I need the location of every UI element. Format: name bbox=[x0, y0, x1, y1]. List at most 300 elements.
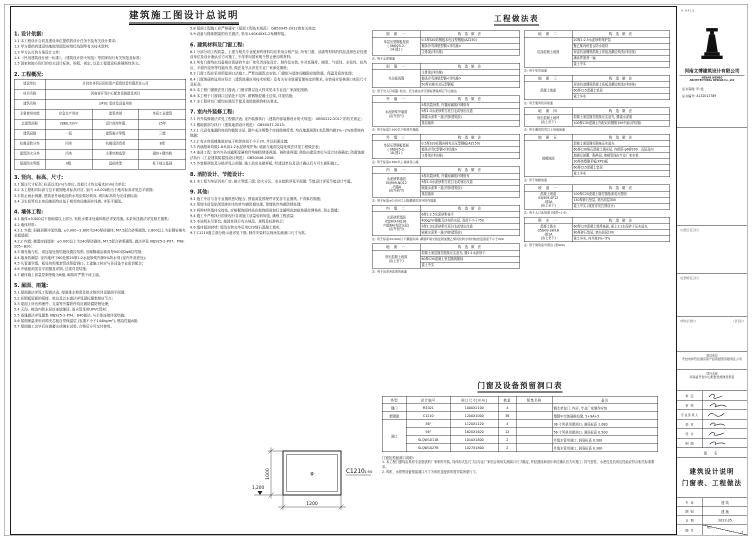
practice-note: 注: 用于通风机房地面 bbox=[524, 101, 553, 105]
practice-makeup-header: 构 造 做 法 bbox=[420, 244, 520, 251]
stamp-box-label: (修改记录栏) bbox=[680, 320, 697, 323]
practice-label-line: 细石混凝土地面 bbox=[385, 255, 408, 259]
practice-label bbox=[372, 37, 420, 55]
practice-row: 0.5厚S40彩钢板本色压型钢板(AZ150) bbox=[420, 37, 520, 43]
openings-atlas bbox=[516, 412, 552, 420]
title-block-blank-area bbox=[677, 128, 747, 226]
note-item: 5.9 设备与梯体钢架的有关做法, 采用 L40X40X1.2角钢焊接。 bbox=[190, 32, 288, 37]
table-row bbox=[382, 404, 658, 412]
practice-row: 檩条冷弯薄壁型钢<详结施> bbox=[420, 76, 520, 82]
signature-value bbox=[703, 391, 747, 400]
practice-label-line: 地暖地面 bbox=[541, 156, 555, 161]
practice-label-line: 混凝土坡道 bbox=[540, 192, 557, 196]
note-item: 9.3 两种材料墙体交接处, 应根据饰面材质在做饰面前加钉金属网或加贴玻璃丝网格布, 防止裂缝; bbox=[190, 208, 339, 213]
section-heading: 5. 屋面、雨篷: bbox=[14, 283, 49, 289]
practice-name: 地 面 四 bbox=[524, 108, 572, 115]
practice-label bbox=[524, 191, 572, 209]
note-item: 4.4 墙身防潮层: 室内地坪下60处做20厚1:2水泥砂浆内掺5%防水剂 (室内外高差处); bbox=[14, 255, 147, 260]
practice-row: 9厚1:3水泥砂浆打底扫毛或划出纹道 bbox=[420, 224, 520, 230]
practice-table bbox=[524, 134, 670, 177]
note-item: 4.5 凡管道穿墙、板处均预埋套管或预留洞口, 土建施工时应与各设备专业密切配合; bbox=[14, 261, 144, 266]
note-item: 5.1 屋面做法详见工程做法表, 屋面排水坡度及排水组织详见屋面平面图; bbox=[14, 290, 126, 295]
info-label: 图 别 bbox=[677, 507, 703, 516]
signature-role-label: 审 核 bbox=[677, 401, 703, 410]
practice-label-line: (由上至下) bbox=[540, 236, 556, 241]
note-item: 1.5 国家和地方现行的有关设计标准、规程、规定, 以及工程建设标准强制性条文。 bbox=[14, 61, 142, 66]
practice-label-line: 内墙6A(有防水层) bbox=[383, 223, 409, 228]
info-value: 建 筑 bbox=[721, 500, 729, 505]
practice-row: 现浇抗渗钢筋混凝土底板及翻边构造(详结施) bbox=[572, 49, 670, 55]
section-heading: 6. 建筑材料及门窗工程: bbox=[190, 42, 245, 48]
note-item: 7.3 内墙阳角均做1.8米高1:2水泥砂浆护角; 墙面与地面交接处做法详见工程做法表; bbox=[190, 145, 320, 150]
section-heading: 7. 室内外装修工程: bbox=[190, 109, 235, 116]
signature-row bbox=[677, 410, 747, 420]
overview-label: 抗震设防分类 bbox=[14, 139, 45, 149]
practice-label bbox=[372, 173, 420, 197]
note-item: 7.4 油漆工程: 室内外各项露明金属构件均刷防锈漆两道、调和漆两道; 颜色由建设单位与设计协商确定; 防腐蚀做法执行《工业建筑防腐蚀设计规范》 GB50046-2008; bbox=[190, 150, 365, 160]
note-item: 5.5 雨篷做法详见图集 06J925-2-P94、640做法, 与主体连接详见结施; bbox=[14, 313, 126, 318]
overview-value: 应急生产用房 bbox=[45, 109, 92, 119]
signature-value bbox=[703, 420, 747, 429]
practice-note: 注: 用于出入口雨篷; 收边、泛水做法详见国标图集相应节点做法 bbox=[372, 89, 457, 93]
practice-row: 9厚1:3水泥砂浆打底扫毛或划出纹道 bbox=[420, 179, 520, 185]
practice-row: 100厚C30混凝土内配双向钢筋150中距(详结施) bbox=[572, 120, 670, 126]
note-item: 9.7 C1210窗立面分格示意详见下图, 制作安装时以现场实测洞口尺寸为准。 bbox=[190, 231, 309, 236]
info-row bbox=[677, 507, 747, 516]
practice-row: 20厚1:2.5水泥砂浆保护层 bbox=[572, 37, 670, 43]
practice-label-line: 05J909-SP12 bbox=[538, 196, 559, 200]
openings-column-header: 图集名称 bbox=[516, 396, 552, 404]
level-mark bbox=[258, 491, 263, 495]
project-name: 河南省开发中心配套设施建设项目 bbox=[689, 375, 735, 379]
openings-qty: 4 bbox=[498, 404, 516, 412]
practice-row: 60厚C15混凝土垫层 bbox=[572, 165, 670, 171]
note-item: 6.2 所有门窗均由具备相应资质的专业厂家负责深化设计、制作及安装, 并对其强度、刚度、气密性、水密性、抗风压、平面内变形等性能负责, 做法及节点详见专业厂家深化图纸; bbox=[190, 60, 367, 70]
stamp-box-label: (注册师签章栏) bbox=[680, 277, 699, 280]
table-row bbox=[14, 159, 186, 169]
practice-label-line: (由上至下) bbox=[540, 204, 556, 208]
practice-label-line: 水泥砂浆墙面 bbox=[386, 215, 406, 220]
overview-label: 建筑名称 bbox=[14, 99, 45, 109]
practice-table bbox=[372, 96, 520, 127]
practice-label bbox=[524, 114, 572, 126]
cert-number-label: 证书编号: bbox=[682, 94, 696, 98]
practice-label bbox=[372, 102, 420, 126]
practice-row: 5厚抗裂砂浆, 内置耐碱玻纤网格布 bbox=[420, 102, 520, 108]
practice-makeup-header: 构 造 做 法 bbox=[420, 134, 520, 141]
openings-atlas bbox=[516, 420, 552, 428]
notes-column-2 bbox=[190, 26, 367, 236]
practice-row: 刷素水泥浆一道(内掺建筑胶) bbox=[420, 114, 520, 120]
overview-value: 丙类 bbox=[45, 149, 92, 159]
practice-row: 基层墙体 bbox=[420, 191, 520, 197]
stamp-box-1 bbox=[677, 226, 747, 274]
openings-code: SLQW1011B bbox=[406, 436, 450, 444]
note-item: 7.5 外装修颜色及分格详见立面图, 施工前应先做样板, 经建设单位及设计确认后方可大面积施工。 bbox=[190, 161, 342, 166]
note-item: 5.8 屋面工程施工应严格遵守《屋面工程技术规范》 GB50345-2012的有关规定; bbox=[190, 26, 317, 31]
practice-name: 坡 道 一 bbox=[524, 185, 572, 192]
openings-schedule bbox=[382, 380, 658, 475]
company-name: 河南文博建筑设计有限公司 bbox=[680, 67, 745, 76]
practice-row: 素土夯实 bbox=[420, 262, 520, 268]
practice-label-line: ( 06J925-2- bbox=[387, 147, 405, 152]
openings-atlas bbox=[516, 428, 552, 436]
practice-makeup-header: 构 造 做 法 bbox=[420, 167, 520, 174]
cert-number bbox=[677, 94, 747, 99]
practice-label-line: 18-图1 ) bbox=[389, 151, 403, 156]
note-item: 5.7 屋面施工完毕后应做蓄水或淋水试验, 合格后方可交付使用。 bbox=[14, 324, 114, 329]
practice-name: 地 面 一 bbox=[372, 244, 420, 251]
info-rows bbox=[677, 498, 747, 525]
company-name-en-line1: HENAN WENBO bbox=[701, 77, 723, 80]
note-item: 7.2.1 凡设有地漏的房间均做防水层, 图中未注明整个房间做坡度者, 均在地漏周围1米范围内做1%~2%坡度坡向地漏; bbox=[190, 128, 365, 138]
note-item: 6.1 分部分项工程质量、土建与相关专业配套的材料均应采用合格产品; 所有门窗、油漆等材料的样品及颜色应经建设单位及设计确认后方可施工, 不得采用国家明令禁止使用的材料; bbox=[190, 49, 367, 60]
note-item: 9.1 施工中应与各专业图纸密切配合, 预留洞及预埋件详见各专业图纸, 不得事后剔凿; bbox=[190, 196, 322, 201]
note-item: 6.5 本工程门窗做法见门窗表, 门窗详图以及大样详见本专业及厂家深化图纸; bbox=[190, 88, 309, 93]
practice-label-line: (由外至内) bbox=[388, 189, 404, 193]
section-heading: 2. 工程概况: bbox=[14, 71, 44, 78]
window-detail-drawing bbox=[250, 444, 375, 530]
openings-qty: 2 bbox=[498, 444, 516, 452]
practice-name: 地 面 二 bbox=[524, 31, 572, 38]
practice-table bbox=[372, 134, 520, 159]
overview-label: 抗震设防烈度 bbox=[92, 139, 139, 149]
overview-value: 8度 bbox=[139, 139, 186, 149]
openings-type: 洞口 bbox=[382, 420, 406, 452]
openings-column-header: 洞口尺寸[mm] bbox=[450, 396, 498, 404]
practice-row: 混凝土面层随打随抹压实赶光, 撒素水泥面 bbox=[572, 114, 670, 120]
stamp-box-3 bbox=[677, 317, 747, 352]
table-row bbox=[14, 119, 186, 129]
overview-value: 三级 bbox=[139, 129, 186, 139]
client-name: 开封市祥符区国有资产投资经营有限责任公司 bbox=[681, 357, 742, 361]
signature-role-label: 设 计 bbox=[677, 429, 703, 438]
company-logo-icon bbox=[698, 27, 727, 63]
openings-remark: 56 寸风机用窗洞口, 洞底标高 0.500 bbox=[552, 428, 658, 436]
signature-row bbox=[677, 429, 747, 439]
practice-table bbox=[372, 244, 520, 269]
overview-label: 设计使用年限 bbox=[92, 119, 139, 129]
openings-type: 塑钢窗 bbox=[382, 412, 406, 420]
client-block bbox=[677, 352, 747, 370]
cert-grade bbox=[677, 87, 747, 92]
signature-value bbox=[703, 401, 747, 410]
practice-table bbox=[372, 167, 520, 198]
note-item: 1.2 甲方提供的建设场地地形图及规划红线图等有关技术资料; bbox=[14, 44, 110, 49]
overview-value: 丙类 bbox=[45, 139, 92, 149]
practice-row: 现浇抗渗钢筋混凝土底板及翻边构造(详结施) bbox=[572, 82, 670, 88]
sheet-number-label: 图 号 bbox=[677, 525, 703, 535]
practice-label-line: -内墙A bbox=[391, 185, 402, 189]
practice-makeup-header: 构 造 做 法 bbox=[572, 31, 670, 38]
sheet-total: 7 bbox=[740, 530, 743, 535]
openings-note: 2. 风机、水管等设备预留洞口尺寸为风机及配套风管安装所需尺寸。 bbox=[382, 469, 479, 474]
practice-label-line: 05J909-NQ16- bbox=[385, 219, 408, 224]
info-label: 专 业 bbox=[677, 498, 703, 507]
practice-name: 外 墙 一 bbox=[372, 96, 420, 103]
openings-remark: 外墙水管用洞口, 洞底标高 0.300 bbox=[552, 444, 658, 452]
note-item: 7.1 内外装修做法详见工程做法表; 室内装修执行《建筑内部装修设计防火规范》 GB50222-2017 的有关规定; bbox=[190, 117, 362, 122]
sheet-number-row bbox=[677, 525, 747, 535]
signature-role-label: 审 定 bbox=[677, 391, 703, 400]
signature-row bbox=[677, 391, 747, 401]
note-item: 6.3 门窗工程应采用预留洞口法施工, 严禁边砌筑边安装, 门窗框与墙体间缝隙应做防腐、保温及密封处理; bbox=[190, 71, 353, 76]
practice-label-line: (由上至下) bbox=[388, 259, 404, 263]
practice-name: 外 墙 二 bbox=[372, 134, 420, 141]
openings-size: 1620X1620 bbox=[450, 428, 498, 436]
table-row bbox=[14, 109, 186, 119]
practice-label bbox=[524, 224, 572, 242]
practice-row: 刷素水泥浆一道(内掺建筑胶) bbox=[420, 230, 520, 236]
note-item: 4.6 外墙留洞见各平面图及详图, 过梁详见结施; bbox=[14, 267, 88, 272]
overview-value: 河南省开发中心配套设施建设项目 bbox=[45, 89, 186, 99]
note-item: 9.4 施工中严格执行国家现行各项施工质量验收规范, 确保工程质量; bbox=[190, 213, 295, 218]
openings-remark: 外墙水管用洞口, 洞底标高 0.300 bbox=[552, 436, 658, 444]
overview-label: 建筑层数 bbox=[14, 129, 45, 139]
company-name-en-line2: ARCHITECTURAL DESIGN Co.,Ltd bbox=[689, 79, 735, 82]
practice-note: 注: 用于标高±0.000以下潮湿房间; 潮湿环境交接处附加聚乙烯丙纶防水卷材粘结层高度不小于200 bbox=[372, 237, 504, 241]
cert-grade-label: 证书等级: bbox=[682, 87, 696, 91]
practice-row: 地暖反射膜、隔热层, 地暖管线由专业厂家安装 bbox=[572, 153, 670, 159]
note-item: 7.2.2 有水房间楼地面应低于相邻房间不小于20, 并以斜面过渡; bbox=[190, 139, 289, 144]
table-row bbox=[14, 129, 186, 139]
practice-row: 60厚C30混凝土垫层随捣随抹 bbox=[420, 256, 520, 262]
practice-note: 注: 用于标高±0.000以上除潮湿房间外的内墙面 bbox=[372, 199, 437, 203]
openings-table-title: 门窗及设备预留洞口表 bbox=[477, 380, 562, 393]
practice-note: 注: 用于全部屋面 bbox=[372, 57, 395, 61]
title-block-company-section bbox=[677, 6, 747, 128]
table-row bbox=[382, 428, 658, 436]
note-item: 6.7 本工程所有门窗均应满足节能及消防疏散的相关要求。 bbox=[190, 99, 281, 104]
practice-name: 雨 篷 一 bbox=[372, 63, 420, 70]
practice-row: 基层墙体 bbox=[420, 120, 520, 126]
openings-size: 1000X2100 bbox=[450, 404, 498, 412]
drawing-name-label: 图 名 bbox=[677, 448, 747, 458]
practice-makeup-header: 构 造 做 法 bbox=[572, 185, 670, 192]
overview-label: 建筑防火分类 bbox=[14, 149, 45, 159]
openings-notes bbox=[382, 455, 658, 475]
info-row bbox=[677, 516, 747, 525]
openings-remark: 36 寸风机用窗洞口, 洞底标高 1.080 bbox=[552, 420, 658, 428]
practice-makeup-header: 构 造 做 法 bbox=[420, 205, 520, 212]
practice-note: 注: 用于泵房地面 bbox=[524, 69, 547, 73]
practice-note: 注: 用于标高2.600以下砌体外墙面 bbox=[372, 128, 419, 132]
practice-row: 檩条冷弯C型钢<详结施> bbox=[420, 147, 520, 153]
practice-label bbox=[524, 141, 572, 177]
openings-atlas bbox=[516, 444, 552, 452]
table-row bbox=[14, 149, 186, 159]
note-item: 3.2 本工程相对标高与总平面图绝对标高对应, 室内 ±0.000相当于绝对标高详见总平面图; bbox=[14, 188, 154, 193]
title-block bbox=[676, 6, 747, 535]
practice-row: 0.5厚S20彩钢岩棉夹芯压型钢板(AZ150) bbox=[420, 141, 520, 147]
practice-row: 聚乙烯丙纶复合防水卷材 bbox=[572, 43, 670, 49]
note-item: 5.6 屋面保温采用岩棉夹芯板自带保温层 (容重不小于144kg/m³), 燃烧性能A级; bbox=[14, 318, 139, 323]
overview-label: 项目名称 bbox=[14, 89, 45, 99]
overview-value: 柱下独立基础 bbox=[139, 159, 186, 169]
practice-label-line: 单层压型钢板墙面 bbox=[383, 143, 409, 148]
practice-row: 素土夯实 bbox=[572, 171, 670, 177]
note-item: 4.2.1 外墙: 斜砌顶紧详见结施, ±0.000~2.600为240厚砖砌体, M7.5混合砂浆砌筑, 2.600以上为彩钢岩棉夹芯板墙面; bbox=[14, 228, 186, 238]
practice-label bbox=[372, 70, 420, 88]
overview-label: 建筑类别 bbox=[92, 109, 139, 119]
practice-row: 主骨架(详结施) bbox=[420, 49, 520, 55]
practice-row: 混凝土面层随打随抹压实赶光 bbox=[572, 141, 670, 147]
practice-label bbox=[372, 141, 420, 159]
practice-label-line: -坡5A bbox=[544, 200, 553, 204]
note-item: 3.3 防止雨水倒灌, 建筑室外场地及散水均应做好坡向, 坡向标高均为完成面标高; bbox=[14, 193, 139, 198]
openings-column-header: 数量 bbox=[498, 396, 516, 404]
note-item: 4.2.2 内墙: 潮湿房间墙体: ±0.000以上为240厚砖砌体, M7.5混合砂浆砌筑, 做法详见 06J925-2-P97、P98-205~B20; bbox=[14, 239, 185, 249]
practice-makeup-header: 构 造 做 法 bbox=[572, 108, 670, 115]
practice-row: 50厚岩棉夹芯压型钢板 bbox=[420, 82, 520, 88]
note-item: 1.4 《民用建筑设计统一标准》、《建筑设计防火规范》等国家现行有关规范及标准; bbox=[14, 56, 141, 61]
section-heading: 1. 设计依据: bbox=[14, 31, 44, 37]
openings-code: SLQW1027B bbox=[406, 444, 450, 452]
window-elevation bbox=[250, 444, 375, 530]
practice-row: 400g/m²聚酯无纺布防水层, 高度不小于750 bbox=[420, 218, 520, 224]
sill-level-text: 1,200 bbox=[252, 486, 265, 491]
openings-notes-heading: 门窗及预留洞口说明: bbox=[382, 456, 414, 460]
openings-code: C1210 bbox=[406, 412, 450, 420]
practice-column-right bbox=[524, 29, 670, 250]
practice-label-line: 单层压型钢板屋面 bbox=[383, 40, 409, 44]
openings-code: 56" bbox=[406, 428, 450, 436]
table-row bbox=[382, 420, 658, 428]
project-overview-table bbox=[14, 79, 186, 170]
note-item: 4.3 填充墙与柱、梁连接处按结施设置拉结筋, 后砌隔墙沿墙高每500设2φ6拉结筋; bbox=[14, 250, 143, 255]
practice-note: 注: 用于地暖地面 bbox=[524, 178, 547, 182]
practice-label bbox=[372, 212, 420, 236]
practice-label-line: (由外至内) bbox=[388, 227, 404, 232]
practice-label-line: 水泥砂浆墙面 bbox=[386, 177, 406, 181]
practice-label-line: 05J909-NQ12 bbox=[385, 181, 407, 185]
signature-role-label: 制 图 bbox=[677, 439, 703, 449]
info-label: 日 期 bbox=[677, 516, 703, 525]
practice-table bbox=[372, 205, 520, 236]
practice-row: 素土夯实, 向外坡3%~5% bbox=[572, 236, 670, 242]
practice-label-line: 夹芯板雨篷 bbox=[388, 76, 405, 81]
openings-qty: 2 bbox=[498, 436, 516, 444]
overview-value: 2860.72m² bbox=[45, 119, 92, 129]
openings-size: 1027X1800 bbox=[450, 444, 498, 452]
practice-row: 主骨架(详结施) bbox=[420, 153, 520, 159]
note-item: 6.6 本工程于门窗洞口过梁处不足时, 做钢筋混凝土过梁, 详见结施; bbox=[190, 93, 294, 98]
table-row bbox=[14, 79, 186, 89]
overview-value: 砌体+钢结构 bbox=[139, 149, 186, 159]
overview-value: 单层工业建筑 bbox=[139, 109, 186, 119]
openings-size: 1010X1800 bbox=[450, 436, 498, 444]
table-row bbox=[382, 396, 658, 404]
signature-value bbox=[703, 429, 747, 438]
practice-name: 内 墙 一 bbox=[372, 167, 420, 174]
note-item: 5.4 天沟、檐沟内防水层应连续铺设, 雨水管采用UPVC管材; bbox=[14, 307, 108, 312]
note-item: 4.1 墙体±0.000以下基础梁以上部分, 有防水要求处墙体做法详见结施, 本条所述做法详见相关图集; bbox=[14, 217, 169, 222]
overview-label: 主要使用功能 bbox=[14, 109, 45, 119]
cert-grade-value: 甲 级 bbox=[696, 87, 704, 91]
overview-label: 建筑耐火等级 bbox=[92, 129, 139, 139]
project-label: 项目名称 bbox=[706, 372, 718, 376]
section-heading: 4. 墙体工程: bbox=[14, 209, 44, 216]
sheet-number: 01 bbox=[707, 525, 712, 530]
client-label: 建设单位 bbox=[706, 354, 718, 358]
signature-value bbox=[703, 410, 747, 419]
practice-row: 素土夯实 bbox=[572, 94, 670, 100]
practice-label-line: -散1A bbox=[544, 232, 553, 237]
practice-makeup-header: 构 造 做 法 bbox=[420, 96, 520, 103]
practice-label bbox=[372, 250, 420, 268]
section-heading: 9. 其他: bbox=[190, 189, 210, 195]
overview-label: 总建筑面积 bbox=[14, 119, 45, 129]
openings-qty: 12 bbox=[498, 428, 516, 436]
practice-row: 100厚C20混凝土随打随抹面成瓦楞面 bbox=[572, 191, 670, 197]
practice-note: 注: 用于建筑室外周边 (宽600) bbox=[524, 243, 565, 247]
overview-value: 开封市祥符区国有资产投资经营有限责任公司 bbox=[45, 79, 186, 89]
practice-label bbox=[524, 82, 572, 100]
practice-row: 5厚抗裂砂浆, 内置耐碱玻纤网格布 bbox=[420, 173, 520, 179]
window-detail-label: C1210 bbox=[346, 469, 365, 475]
practice-makeup-header: 构 造 做 法 bbox=[572, 75, 670, 82]
practice-label-line: ( 06J925-2- bbox=[387, 44, 405, 48]
practice-row: 80厚碎石垫层, 宽出面层100 bbox=[572, 230, 670, 236]
table-row bbox=[14, 139, 186, 149]
practice-name: 内 墙 二 bbox=[372, 205, 420, 212]
table-row bbox=[14, 89, 186, 99]
stamp-box-label: (出图章签章栏) bbox=[680, 229, 699, 232]
practice-table bbox=[524, 75, 670, 100]
overview-value: 25年 bbox=[139, 119, 186, 129]
practice-table bbox=[524, 108, 670, 127]
note-item: 9.2 预埋木砖及贴邻墙体的木构件均做防腐处理, 预埋铁件均做防锈处理; bbox=[190, 202, 302, 207]
note-item: 5.3 屋面上所有预埋件、支架等外露铁件均应做防腐防锈处理; bbox=[14, 301, 110, 306]
signature-row bbox=[677, 401, 747, 411]
practice-label-line: 05J909-SW1B bbox=[537, 228, 559, 233]
practice-row: 满涂界面剂一遍 bbox=[572, 55, 670, 61]
table-row bbox=[382, 444, 658, 452]
openings-note: 1. 本工程门窗均由具有专业资质的厂家制作安装, 具体形式及尺寸由专业厂家结合现场实测洞口尺寸确定, 并经建设和设计单位确认后方可施工; 其气密性、水密性及抗风压性能应符合相关标准要求。 bbox=[382, 460, 655, 469]
openings-atlas bbox=[516, 436, 552, 444]
info-value: 2023.05 bbox=[718, 518, 732, 523]
note-item: 1.1 本工程设计合同及建设单位提供的设计任务书及有关设计要求; bbox=[14, 39, 117, 43]
openings-code: 36" bbox=[406, 420, 450, 428]
note-item: 3.1 图注尺寸标高: 标高以米(m)为单位, 其他尺寸均以毫米(mm)为单位; bbox=[14, 182, 127, 187]
openings-code: M1021 bbox=[406, 404, 450, 412]
practice-label-line: 混凝土散水 bbox=[540, 224, 557, 229]
note-item: 9.5 本说明未尽事宜, 按国家现行有关规范、规程及标准执行; bbox=[190, 219, 285, 224]
signature-role-label: 校 对 bbox=[677, 420, 703, 429]
practice-name: 地 面 五 bbox=[524, 134, 572, 141]
practice-table bbox=[372, 31, 520, 56]
practice-label-line: (由上至下) bbox=[540, 120, 556, 124]
practice-column-left bbox=[372, 29, 520, 276]
practice-label-line: 水泥砂浆外墙面 bbox=[385, 110, 408, 114]
dimension-text-width: 1200 bbox=[306, 502, 318, 507]
openings-size: 1200X1000 bbox=[450, 412, 498, 420]
cert-number-value: A132012789 bbox=[696, 94, 717, 98]
practice-label-line: 14-图1 ) bbox=[389, 48, 403, 52]
stamp-box-2 bbox=[677, 274, 747, 317]
signature-row bbox=[677, 420, 747, 430]
archive-code: A-0415 bbox=[681, 9, 695, 13]
signature-value bbox=[703, 439, 747, 449]
openings-column-header: 备注 bbox=[552, 396, 658, 404]
window-center-mark: φ bbox=[310, 471, 314, 477]
drawing-title-line1: 建筑设计说明 bbox=[689, 468, 735, 476]
practice-row: 60厚C30细石混凝土填充层, 内配筋 φ6@200、双层双向 bbox=[572, 147, 670, 153]
note-item: 8.1 本工程为单层丙类厂房, 耐火等级三级; 防火分区、安全疏散详见平面图; 节能设计详见节能设计专篇。 bbox=[190, 179, 354, 184]
section-heading: 3. 竖向、标高、尺寸: bbox=[14, 174, 64, 181]
note-item: 7.2 楼地面部分执行《建筑地面设计规范》 GB50037-2013: bbox=[190, 122, 285, 127]
practice-note: 注: 用于入口处坡道 (坡度<1:8) bbox=[524, 211, 567, 215]
